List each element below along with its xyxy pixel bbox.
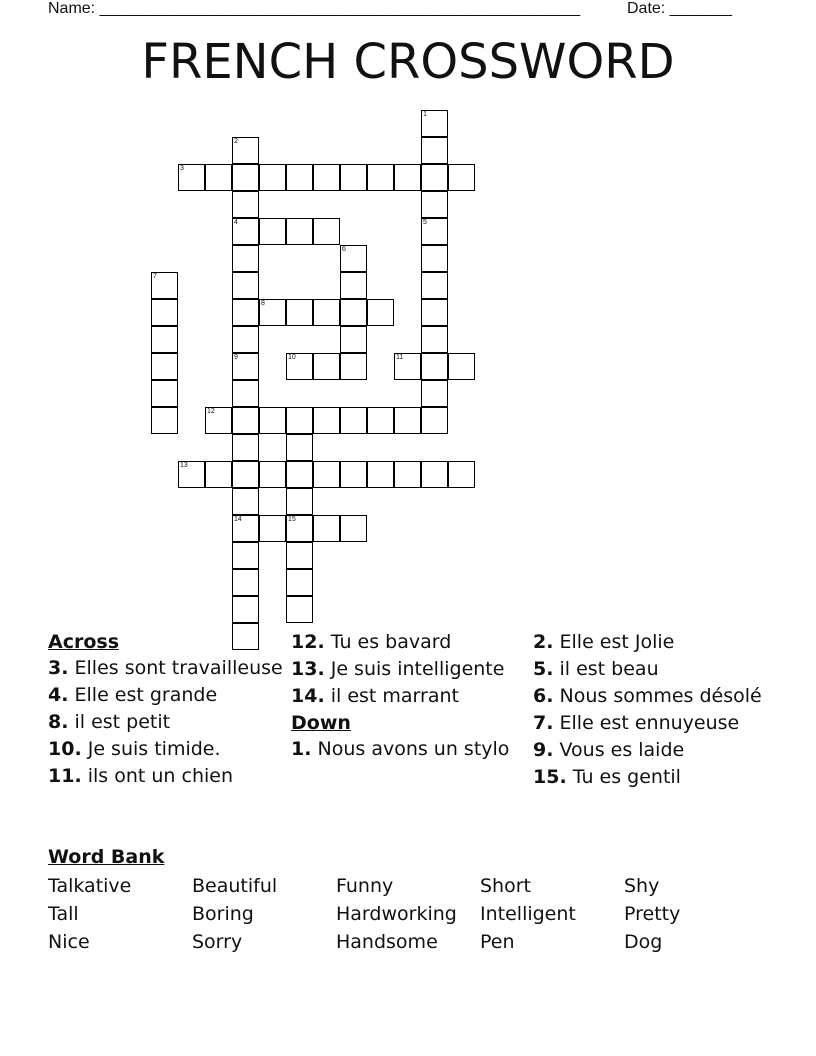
grid-cell[interactable] bbox=[421, 407, 448, 434]
grid-cell[interactable] bbox=[286, 407, 313, 434]
clue-across-14: 14. il est marrant bbox=[291, 685, 459, 707]
word-bank-item: Pen bbox=[480, 931, 515, 953]
grid-cell[interactable] bbox=[340, 164, 367, 191]
clue-down-9: 9. Vous es laide bbox=[533, 739, 685, 761]
clue-number-label: 15 bbox=[288, 516, 296, 523]
clue-number-label: 13 bbox=[180, 462, 188, 469]
grid-cell[interactable] bbox=[421, 245, 448, 272]
grid-cell[interactable] bbox=[286, 434, 313, 461]
clue-down-15: 15. Tu es gentil bbox=[533, 766, 681, 788]
grid-cell[interactable] bbox=[340, 326, 367, 353]
grid-cell[interactable] bbox=[448, 461, 475, 488]
clue-across-8: 8. il est petit bbox=[48, 711, 171, 733]
grid-cell[interactable] bbox=[286, 164, 313, 191]
clue-down-1: 1. Nous avons un stylo bbox=[291, 738, 510, 760]
grid-cell[interactable] bbox=[313, 353, 340, 380]
grid-cell[interactable] bbox=[340, 272, 367, 299]
grid-cell[interactable] bbox=[232, 569, 259, 596]
clue-number-label: 10 bbox=[288, 354, 296, 361]
grid-cell[interactable] bbox=[340, 461, 367, 488]
grid-cell[interactable] bbox=[259, 407, 286, 434]
date-field-label: Date: _______ bbox=[627, 0, 732, 17]
grid-cell[interactable] bbox=[286, 569, 313, 596]
word-bank-item: Nice bbox=[48, 931, 90, 953]
word-bank-item: Hardworking bbox=[336, 903, 457, 925]
clue-number-label: 2 bbox=[234, 138, 238, 145]
clue-across-12: 12. Tu es bavard bbox=[291, 631, 452, 653]
clue-number-label: 7 bbox=[153, 273, 157, 280]
name-field-label: Name: ______________________________________________________ bbox=[48, 0, 581, 17]
clues-column-1 bbox=[48, 631, 283, 792]
grid-cell[interactable] bbox=[313, 461, 340, 488]
word-bank-item: Intelligent bbox=[480, 903, 576, 925]
grid-cell[interactable] bbox=[232, 164, 259, 191]
clue-number-label: 1 bbox=[423, 111, 427, 118]
grid-cell[interactable] bbox=[367, 461, 394, 488]
grid-cell[interactable] bbox=[151, 299, 178, 326]
grid-cell[interactable] bbox=[232, 326, 259, 353]
clue-number-label: 12 bbox=[207, 408, 215, 415]
clue-down-5: 5. il est beau bbox=[533, 658, 659, 680]
grid-cell[interactable] bbox=[394, 164, 421, 191]
grid-cell[interactable] bbox=[340, 353, 367, 380]
grid-cell[interactable] bbox=[259, 515, 286, 542]
grid-cell[interactable] bbox=[232, 272, 259, 299]
grid-cell[interactable] bbox=[232, 299, 259, 326]
grid-cell[interactable] bbox=[286, 488, 313, 515]
clue-number-label: 9 bbox=[234, 354, 238, 361]
word-bank-item: Talkative bbox=[48, 875, 132, 897]
grid-cell[interactable] bbox=[367, 407, 394, 434]
grid-cell[interactable] bbox=[340, 515, 367, 542]
clue-number-label: 11 bbox=[396, 354, 404, 361]
grid-cell[interactable] bbox=[151, 407, 178, 434]
grid-cell[interactable] bbox=[421, 461, 448, 488]
clue-number-label: 3 bbox=[180, 165, 184, 172]
clues-column-3 bbox=[533, 631, 773, 793]
word-bank-item: Funny bbox=[336, 875, 394, 897]
grid-cell[interactable] bbox=[286, 461, 313, 488]
word-bank-item: Pretty bbox=[624, 903, 681, 925]
grid-cell[interactable] bbox=[151, 380, 178, 407]
grid-cell[interactable] bbox=[151, 326, 178, 353]
clue-across-3: 3. Elles sont travailleuse bbox=[48, 657, 283, 679]
grid-cell[interactable] bbox=[232, 488, 259, 515]
grid-cell[interactable] bbox=[232, 596, 259, 623]
grid-cell[interactable] bbox=[313, 515, 340, 542]
grid-cell[interactable] bbox=[286, 596, 313, 623]
clue-across-11: 11. ils ont un chien bbox=[48, 765, 233, 787]
grid-cell[interactable] bbox=[313, 299, 340, 326]
grid-cell[interactable] bbox=[394, 461, 421, 488]
word-bank-item: Short bbox=[480, 875, 531, 897]
grid-cell[interactable] bbox=[448, 353, 475, 380]
clue-number-label: 8 bbox=[261, 300, 265, 307]
grid-cell[interactable] bbox=[367, 299, 394, 326]
grid-cell[interactable] bbox=[259, 164, 286, 191]
grid-cell[interactable] bbox=[232, 191, 259, 218]
clue-number-label: 14 bbox=[234, 516, 242, 523]
clue-number-label: 4 bbox=[234, 219, 238, 226]
grid-cell[interactable] bbox=[394, 407, 421, 434]
grid-cell[interactable] bbox=[232, 434, 259, 461]
grid-cell[interactable] bbox=[232, 542, 259, 569]
clue-across-4: 4. Elle est grande bbox=[48, 684, 218, 706]
grid-cell[interactable] bbox=[421, 380, 448, 407]
grid-cell[interactable] bbox=[421, 299, 448, 326]
word-bank-heading: Word Bank bbox=[48, 846, 165, 868]
grid-cell[interactable] bbox=[340, 407, 367, 434]
word-bank bbox=[48, 875, 768, 954]
grid-cell[interactable] bbox=[421, 164, 448, 191]
word-bank-item: Handsome bbox=[336, 931, 438, 953]
grid-cell[interactable] bbox=[421, 353, 448, 380]
word-bank-item: Beautiful bbox=[192, 875, 278, 897]
down-heading: Down bbox=[291, 712, 351, 734]
grid-cell[interactable] bbox=[259, 218, 286, 245]
word-bank-item: Sorry bbox=[192, 931, 243, 953]
grid-cell[interactable] bbox=[421, 137, 448, 164]
clue-number-label: 5 bbox=[423, 219, 427, 226]
grid-cell[interactable] bbox=[286, 299, 313, 326]
clue-down-2: 2. Elle est Jolie bbox=[533, 631, 675, 653]
clue-across-13: 13. Je suis intelligente bbox=[291, 658, 505, 680]
clue-across-10: 10. Je suis timide. bbox=[48, 738, 221, 760]
word-bank-item: Boring bbox=[192, 903, 254, 925]
grid-cell[interactable] bbox=[205, 461, 232, 488]
grid-cell[interactable] bbox=[232, 380, 259, 407]
grid-cell[interactable] bbox=[313, 164, 340, 191]
word-bank-item: Tall bbox=[48, 903, 79, 925]
word-bank-item: Dog bbox=[624, 931, 663, 953]
grid-cell[interactable] bbox=[151, 353, 178, 380]
grid-cell[interactable] bbox=[259, 461, 286, 488]
grid-cell[interactable] bbox=[340, 299, 367, 326]
grid-cell[interactable] bbox=[232, 245, 259, 272]
across-heading: Across bbox=[48, 631, 120, 653]
clue-down-6: 6. Nous sommes désolé bbox=[533, 685, 762, 707]
grid-cell[interactable] bbox=[313, 218, 340, 245]
grid-cell[interactable] bbox=[205, 164, 232, 191]
grid-cell[interactable] bbox=[421, 272, 448, 299]
grid-cell[interactable] bbox=[286, 542, 313, 569]
grid-cell[interactable] bbox=[232, 407, 259, 434]
grid-cell[interactable] bbox=[367, 164, 394, 191]
grid-cell[interactable] bbox=[313, 407, 340, 434]
grid-cell[interactable] bbox=[421, 326, 448, 353]
word-bank-item: Shy bbox=[624, 875, 660, 897]
grid-cell[interactable] bbox=[232, 461, 259, 488]
clues-column-2 bbox=[291, 631, 526, 765]
clue-down-7: 7. Elle est ennuyeuse bbox=[533, 712, 740, 734]
page-title: FRENCH CROSSWORD bbox=[141, 34, 675, 90]
grid-cell[interactable] bbox=[421, 191, 448, 218]
clue-number-label: 6 bbox=[342, 246, 346, 253]
grid-cell[interactable] bbox=[448, 164, 475, 191]
grid-cell[interactable] bbox=[286, 218, 313, 245]
